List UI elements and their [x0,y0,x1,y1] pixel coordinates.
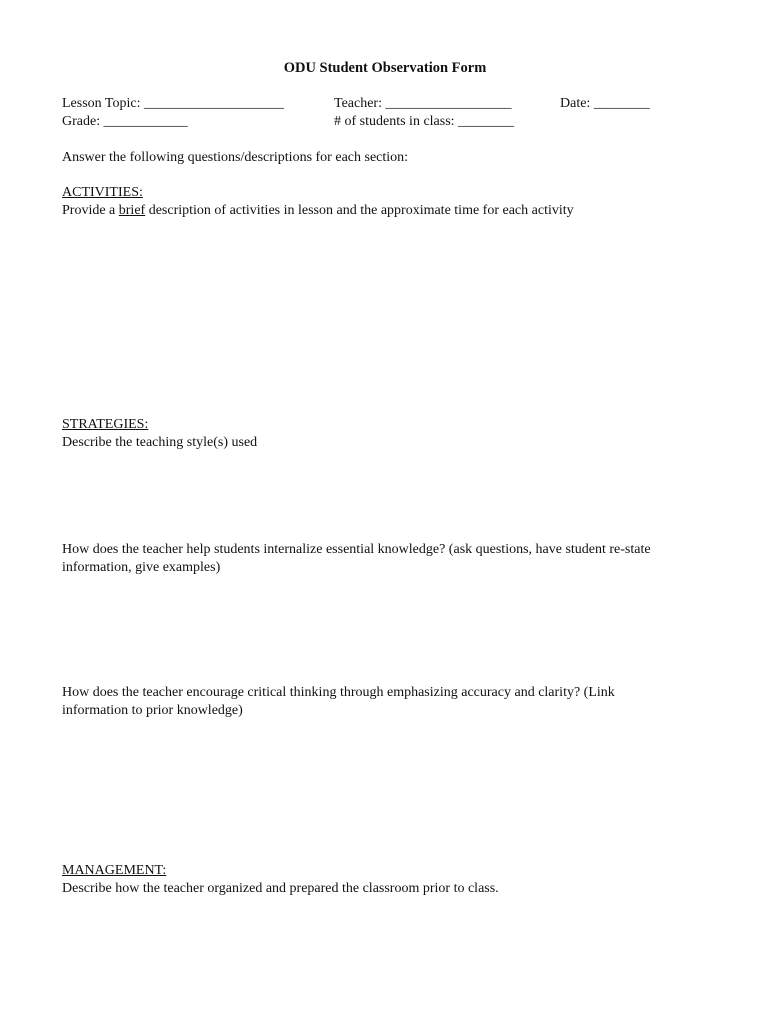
activities-prompt-emphasis: brief [118,203,146,218]
strategies-question-1-line-1: How does the teacher help students internalize essential knowledge? (ask questions, have student re-state [62,542,651,557]
activities-prompt-end: description of activities in lesson and the approximate time for each activity [145,203,574,218]
activities-heading: ACTIVITIES: [62,185,143,200]
strategies-question-1-line-2: information, give examples) [62,560,221,575]
grade-field: Grade: ____________ [62,114,188,129]
lesson-topic-field: Lesson Topic: ____________________ [62,96,284,111]
management-heading: MANAGEMENT: [62,863,167,878]
form-title: ODU Student Observation Form [283,60,487,76]
strategies-question-2-line-1: How does the teacher encourage critical thinking through emphasizing accuracy and clarity? (Link [62,685,615,700]
activities-prompt [62,202,574,220]
num-students-field: # of students in class: ________ [334,114,515,129]
strategies-heading: STRATEGIES: [62,417,149,432]
activities-prompt-start: Provide a [62,203,119,218]
date-field: Date: ________ [560,96,650,111]
instructions: Answer the following questions/descriptions for each section: [62,150,409,165]
strategies-prompt: Describe the teaching style(s) used [62,435,258,450]
teacher-field: Teacher: __________________ [334,96,512,111]
strategies-question-2-line-2: information to prior knowledge) [62,703,243,718]
management-prompt: Describe how the teacher organized and prepared the classroom prior to class. [62,881,499,896]
